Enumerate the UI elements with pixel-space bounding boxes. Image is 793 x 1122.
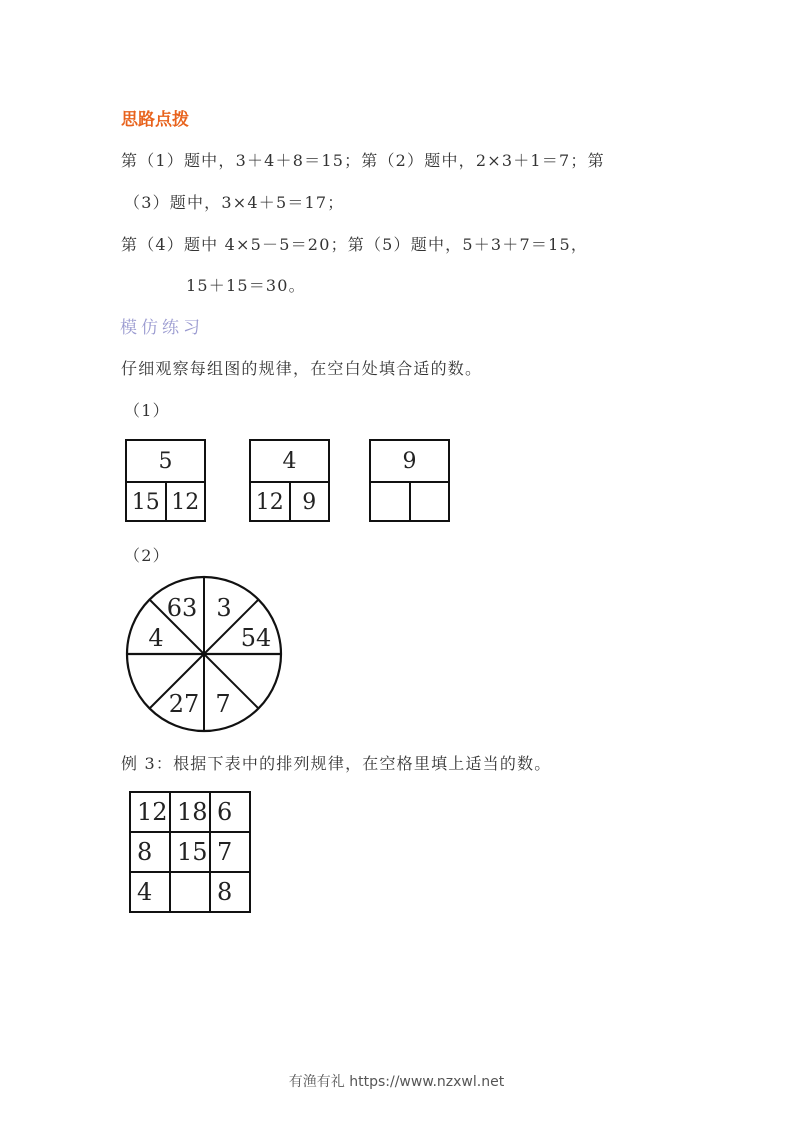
- example3-prompt: 例 3：根据下表中的排列规律，在空格里填上适当的数。: [121, 754, 552, 773]
- box-top-value: 5: [127, 441, 204, 483]
- box-right-blank: [411, 483, 449, 522]
- practice-heading: 模仿练习: [120, 318, 204, 338]
- part2-label: （2）: [124, 546, 170, 565]
- table-cell: 8: [130, 832, 170, 872]
- table-cell: 12: [130, 792, 170, 832]
- table-row: [130, 832, 250, 872]
- sector-top-left: 63: [166, 594, 198, 622]
- table-cell: 8: [210, 872, 250, 912]
- pattern-table: [129, 791, 251, 913]
- box-top-value: 4: [251, 441, 328, 483]
- number-box-3: [369, 439, 450, 522]
- practice-instruction: 仔细观察每组图的规律，在空白处填合适的数。: [121, 359, 483, 378]
- number-box-1: [125, 439, 206, 522]
- sector-right-upper: 54: [240, 624, 272, 652]
- box-right-value: 12: [171, 490, 200, 515]
- box-top-value: 9: [371, 441, 448, 483]
- hint-line-4: 15＋15＝30。: [186, 276, 306, 295]
- box-left-value: 15: [127, 483, 167, 522]
- table-row: [130, 872, 250, 912]
- table-cell-blank: [170, 872, 210, 912]
- sector-top-right: 3: [216, 594, 232, 622]
- hint-line-2: （3）题中，3×4＋5＝17；: [124, 193, 345, 212]
- part1-label: （1）: [124, 401, 170, 420]
- table-cell: 18: [170, 792, 210, 832]
- table-row: [130, 792, 250, 832]
- hint-heading: 思路点拨: [121, 110, 189, 130]
- sector-bottom-left: 27: [168, 690, 200, 718]
- table-cell: 15: [170, 832, 210, 872]
- sector-left-upper: 4: [148, 624, 164, 652]
- sector-bottom-right: 7: [215, 690, 231, 718]
- table-cell: 7: [210, 832, 250, 872]
- table-cell: 6: [210, 792, 250, 832]
- hint-line-1: 第（1）题中，3＋4＋8＝15；第（2）题中，2×3＋1＝7；第: [121, 151, 605, 170]
- table-cell: 4: [130, 872, 170, 912]
- box-right-value: 9: [302, 490, 317, 515]
- footer-watermark: 有渔有礼 https://www.nzxwl.net: [288, 1074, 505, 1090]
- box-left-blank: [371, 483, 411, 522]
- hint-line-3: 第（4）题中 4×5－5＝20；第（5）题中，5＋3＋7＝15，: [121, 235, 589, 254]
- number-box-2: [249, 439, 330, 522]
- box-left-value: 12: [251, 483, 291, 522]
- sector-circle: [120, 570, 290, 740]
